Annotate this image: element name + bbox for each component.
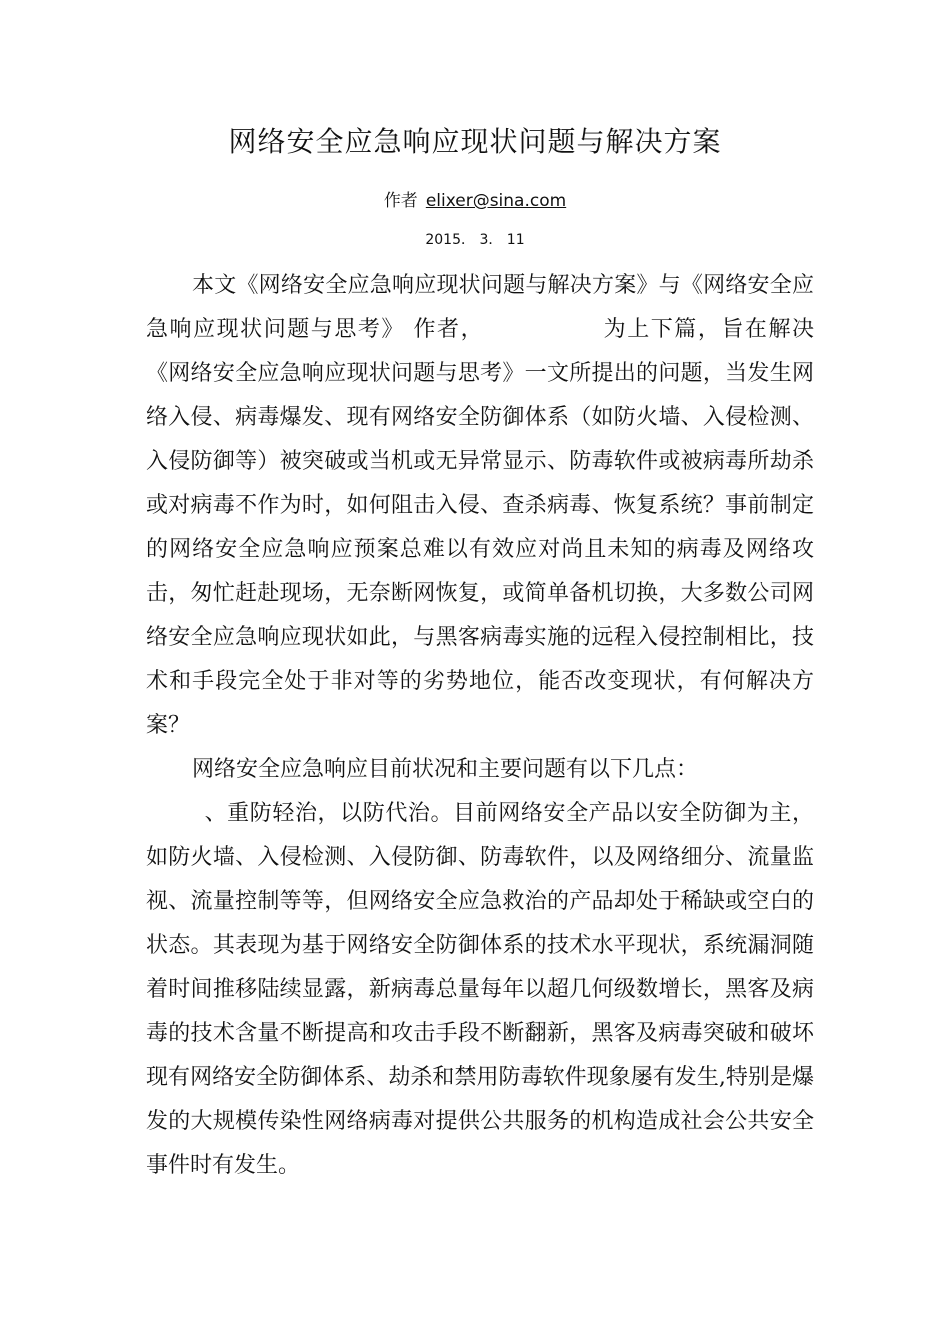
author-email-link[interactable]: elixer@sina.com [425,191,567,211]
issue-one-text: 、重防轻治，以防代治。目前网络安全产品以安全防御为主，如防火墙、入侵检测、入侵防御、防毒软件，以及网络细分、流量监视、流量控制等等，但网络安全应急救治的产品却处于稀缺或空白的状态。其表现为基于网络安全防御体系的技术水平现状，系统漏洞随着时间推移陆续显露，新病毒总量每年以超几何级数增长，黑客及病毒的技术含量不断提高和攻击手段不断翻新，黑客及病毒突破和破坏现有网络安全防御体系、劫杀和禁用防毒软件现象屡有发生,特别是爆发的大规模传染性网络病毒对提供公共服务的机构造成社会公共安全事件时有发生。 [146,801,814,1178]
issue-one-paragraph [146,792,814,1188]
document-body [146,264,814,1188]
intro-paragraph [146,264,814,748]
issues-intro-paragraph: 网络安全应急响应目前状况和主要问题有以下几点： [192,757,699,782]
author-line [0,188,950,214]
document-date: 2015． 3． 11 [425,232,525,248]
intro-paragraph-part1: 本文《网络安全应急响应现状问题与解决方案》与《网络安全应急响应现状问题与思考》 作者， [146,273,814,342]
intro-paragraph-part2: 为上下篇，旨在解决《网络安全应急响应现状问题与思考》一文所提出的问题，当发生网络入侵、病毒爆发、现有网络安全防御体系（如防火墙、入侵检测、入侵防御等）被突破或当机或无异常显示、防毒软件或被病毒所劫杀或对病毒不作为时，如何阻击入侵、查杀病毒、恢复系统？事前制定的网络安全应急响应预案总难以有效应对尚且未知的病毒及网络攻击，匆忙赶赴现场，无奈断网恢复，或简单备机切换，大多数公司网络安全应急响应现状如此，与黑客病毒实施的远程入侵控制相比，技术和手段完全处于非对等的劣势地位，能否改变现状，有何解决方案？ [146,317,814,738]
document-title: 网络安全应急响应现状问题与解决方案 [228,125,722,158]
author-label: 作者 [383,191,418,211]
